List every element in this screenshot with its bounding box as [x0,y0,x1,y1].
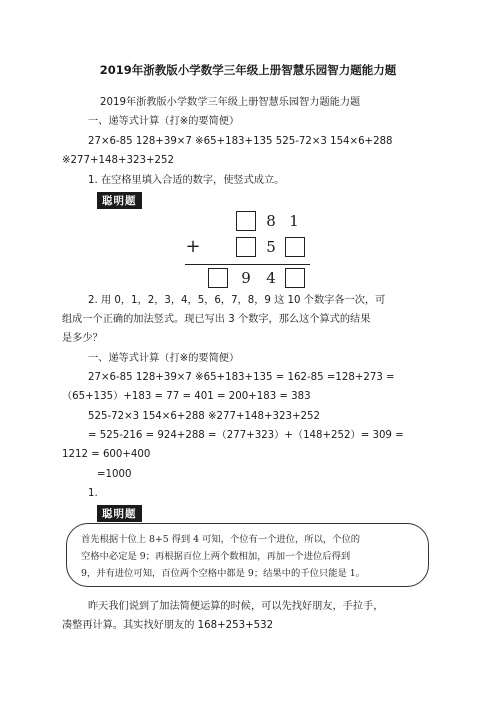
explanation-line: 首先根据十位上 8+5 得到 4 可知，个位有一个进位，所以，个位的 [81,534,361,545]
subtitle: 2019年浙教版小学数学三年级上册智慧乐园智力题能力题 [100,97,361,108]
section-heading: 一、递等式计算（打※的要简便） [88,116,240,127]
question-2: 组成一个正确的加法竖式。现已写出 3 个数字，那么这个算式的结果 [62,314,371,325]
digit: 4 [266,269,276,287]
smart-question-badge: 聪明题 [97,505,142,522]
answer-line: 1212 = 600+400 [62,449,151,460]
blank-box [285,237,305,257]
footer-text: 凑整再计算。其实找好朋友的 168+253+532 [62,620,274,631]
question-2: 是多少？ [62,333,103,344]
exercise-line: 27×6-85 128+39×7 ※65+183+135 525-72×3 154×6+288 [88,136,393,147]
blank-box [285,268,305,288]
answer-line: 525-72×3 154×6+288 ※277+148+323+252 [88,411,320,422]
answer-line: 1. [88,488,98,499]
question-1: 1. 在空格里填入合适的数字，使竖式成立。 [88,175,285,186]
answer-line: = 525-216 = 924+288 =（277+323）+（148+252）= 309 = [88,430,404,441]
explanation-line: 空格中必定是 9；再根据百位上两个数相加，再加一个进位后得到 [81,551,351,562]
sum-line [185,264,310,265]
digit: 5 [266,238,276,256]
answer-line: （65+135）+183 = 77 = 401 = 200+183 = 383 [62,391,311,402]
document-title: 2019年浙教版小学数学三年级上册智慧乐园智力题能力题 [99,63,397,77]
digit: 1 [289,212,299,230]
answer-line: 27×6-85 128+39×7 ※65+183+135 = 162-85 =128+273 = [88,372,395,383]
plus-sign: + [185,236,201,257]
blank-box [236,237,256,257]
answer-section-heading: 一、递等式计算（打※的要简便） [88,353,240,364]
digit: 8 [266,212,276,230]
blank-box [236,211,256,231]
exercise-line: ※277+148+323+252 [62,155,174,166]
footer-text: 昨天我们说到了加法简便运算的时候，可以先找好朋友，手拉手， [88,601,384,612]
smart-question-badge: 聪明题 [97,192,142,209]
explanation-line: 9，并有进位可知，百位两个空格中都是 9；结果中的千位只能是 1。 [81,568,365,579]
blank-box [208,268,228,288]
digit: 9 [241,269,251,287]
answer-line: =1000 [97,469,132,480]
question-2: 2. 用 0，1，2，3，4，5，6，7，8，9 这 10 个数字各一次，可 [88,295,386,306]
